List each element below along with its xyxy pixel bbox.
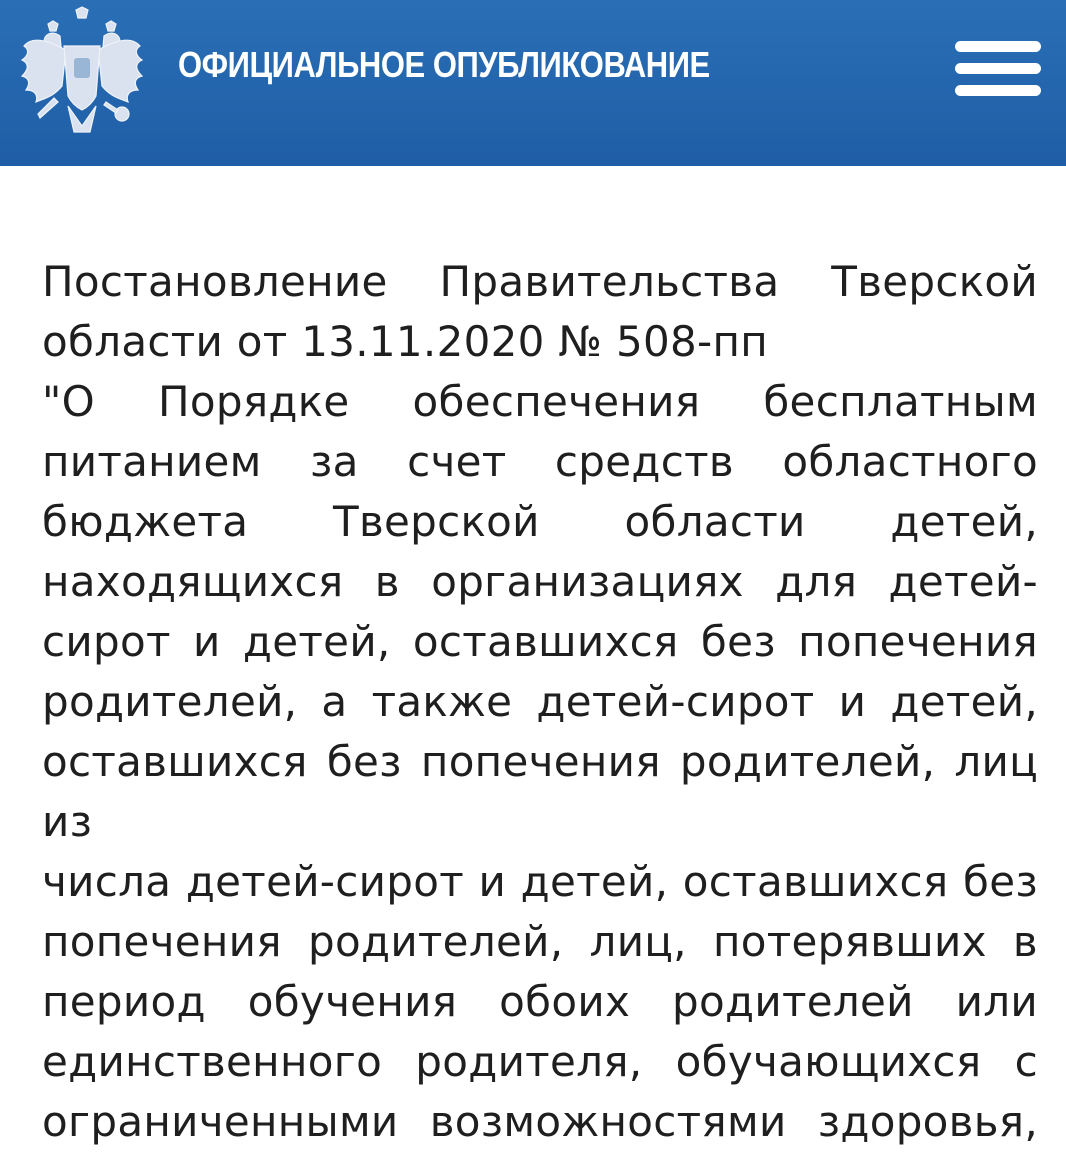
document-line: единственного родителя, обучающихся с: [42, 1037, 1038, 1086]
menu-bar: [955, 85, 1041, 96]
menu-bar: [955, 63, 1041, 74]
document-line: "О Порядке обеспечения бесплатным: [42, 377, 1038, 426]
document-line: находящихся в организациях для детей-: [42, 557, 1038, 606]
document-line: бюджета Тверской области детей,: [42, 497, 1038, 546]
document-line: сирот и детей, оставшихся без попечения: [42, 617, 1038, 666]
site-header: [0, 0, 1066, 166]
menu-bar: [955, 41, 1041, 52]
document-line: области от 13.11.2020 № 508-пп: [42, 317, 768, 366]
document-line: числа детей-сирот и детей, оставшихся без: [42, 857, 1038, 906]
site-title[interactable]: ОФИЦИАЛЬНОЕ ОПУБЛИКОВАНИЕ: [178, 44, 710, 85]
document-title: [42, 252, 1038, 1152]
document-line: родителей, а также детей-сирот и детей,: [42, 677, 1038, 726]
document-line: период обучения обоих родителей или: [42, 977, 1038, 1026]
document-line: питанием за счет средств областного: [42, 437, 1038, 486]
document-line: Постановление Правительства Тверской: [42, 257, 1038, 306]
hamburger-menu-icon[interactable]: [955, 38, 1041, 102]
document-line: попечения родителей, лиц, потерявших в: [42, 917, 1038, 966]
document-line: оставшихся без попечения родителей, лиц из: [42, 737, 1038, 846]
document-line: ограниченными возможностями здоровья,: [42, 1097, 1038, 1146]
coat-of-arms-icon[interactable]: [18, 6, 146, 142]
